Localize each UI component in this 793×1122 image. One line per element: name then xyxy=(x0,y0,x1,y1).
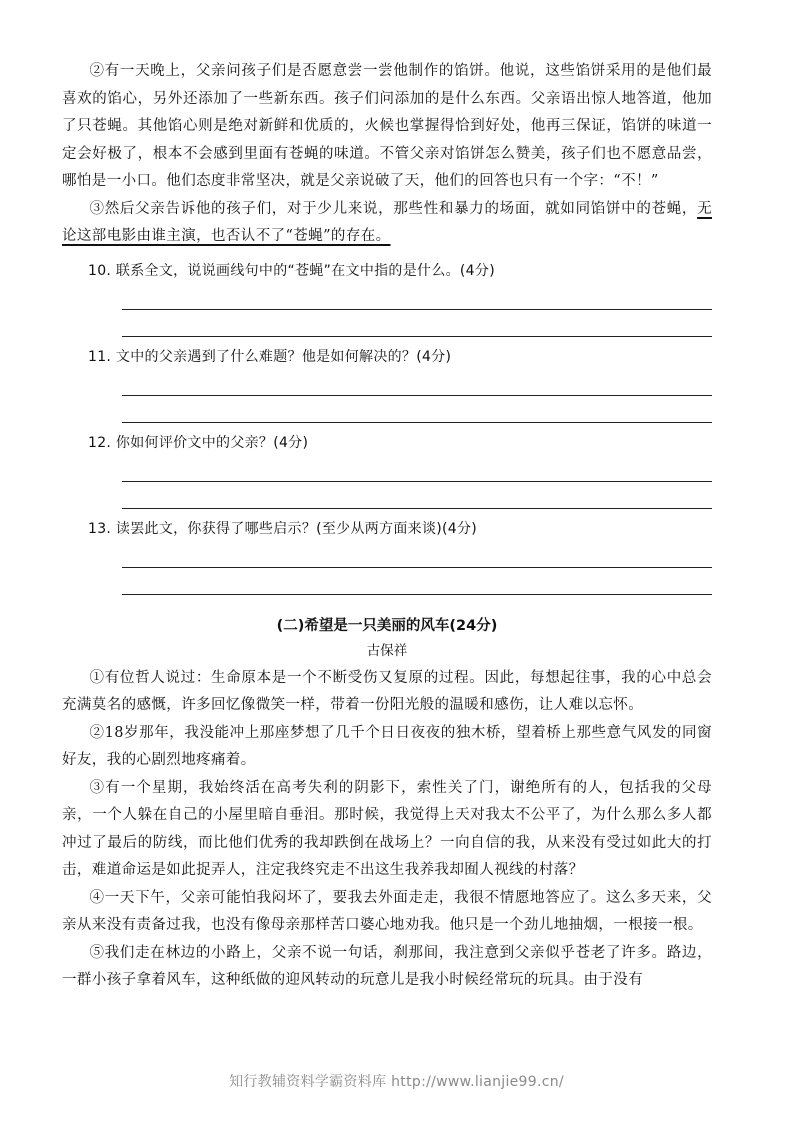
footer-watermark: 知行教辅资料学霸资料库 http://www.lianjie99.cn/ xyxy=(229,1074,564,1090)
section-2-title: (二)希望是一只美丽的风车(24分) xyxy=(276,617,498,634)
question-label: 10. 联系全文，说说画线句中的“苍蝇”在文中指的是什么。(4分) xyxy=(88,262,495,279)
answer-line[interactable] xyxy=(122,310,712,337)
question-label: 13. 读罢此文，你获得了哪些启示？(至少从两方面来谈)(4分) xyxy=(88,520,478,537)
underlined-sentence: 无论这部电影由谁主演，也否认不了“苍蝇”的存在。 xyxy=(62,200,712,244)
question-11 xyxy=(62,345,712,423)
answer-line[interactable] xyxy=(122,568,712,595)
question-12 xyxy=(62,431,712,509)
question-label: 11. 文中的父亲遇到了什么难题？他是如何解决的？(4分) xyxy=(88,348,452,365)
author-name: 古保祥 xyxy=(366,642,408,659)
section2-paragraph-2: ②18岁那年，我没能冲上那座梦想了几千个日日夜夜的独木桥，望着桥上那些意气风发的同窗好友，我的心剧烈地疼痛着。 xyxy=(62,724,712,768)
answer-line[interactable] xyxy=(122,482,712,509)
answer-line[interactable] xyxy=(122,369,712,396)
section2-paragraph-4: ④一天下午，父亲可能怕我闷坏了，要我去外面走走，我很不情愿地答应了。这么多天来，父亲从来没有责备过我，也没有像母亲那样苦口婆心地劝我。他只是一个劲儿地抽烟，一根接一根。 xyxy=(62,889,712,933)
section2-paragraph-1: ①有位哲人说过：生命原本是一个不断受伤又复原的过程。因此，每想起往事，我的心中总会充满莫名的感慨，许多回忆像微笑一样，带着一份阳光般的温暖和感伤，让人难以忘怀。 xyxy=(62,669,712,713)
page-content xyxy=(62,58,712,995)
answer-line[interactable] xyxy=(122,283,712,310)
answer-line[interactable] xyxy=(122,541,712,568)
paragraph-3-text: ③然后父亲告诉他的孩子们，对于少儿来说，那些性和暴力的场面，就如同馅饼中的苍蝇， xyxy=(89,200,698,217)
question-10 xyxy=(62,259,712,337)
passage1-paragraph-3 xyxy=(62,196,712,251)
answer-line[interactable] xyxy=(122,455,712,482)
answer-line[interactable] xyxy=(122,396,712,423)
section2-paragraph-5: ⑤我们走在林边的小路上，父亲不说一句话，刹那间，我注意到父亲似乎苍老了许多。路边，一群小孩子拿着风车，这种纸做的迎风转动的玩意儿是我小时候经常玩的玩具。由于没有 xyxy=(62,944,712,988)
section2-paragraph-3: ③有一个星期，我始终活在高考失利的阴影下，索性关了门，谢绝所有的人，包括我的父母亲，一个人躲在自己的小屋里暗自垂泪。那时候，我觉得上天对我太不公平了，为什么那么多人都冲过了最后的防线，而比他们优秀的我却跌倒在战场上？一向自信的我，从来没有受过如此大的打击，难道命运是如此捉弄人，注定我终究走不出这生我养我却囿人视线的村落？ xyxy=(62,779,712,878)
passage1-paragraph-2: ②有一天晚上，父亲问孩子们是否愿意尝一尝他制作的馅饼。他说，这些馅饼采用的是他们最喜欢的馅心，另外还添加了一些新东西。孩子们问添加的是什么东西。父亲语出惊人地答道，他加了只苍蝇。其他馅心则是绝对新鲜和优质的，火候也掌握得恰到好处，他再三保证，馅饼的味道一定会好极了，根本不会感到里面有苍蝇的味道。不管父亲对馅饼怎么赞美，孩子们也不愿意品尝，哪怕是一小口。他们态度非常坚决，就是父亲说破了天，他们的回答也只有一个字：“不！” xyxy=(62,63,712,189)
question-13 xyxy=(62,517,712,595)
question-label: 12. 你如何评价文中的父亲？(4分) xyxy=(88,434,309,451)
